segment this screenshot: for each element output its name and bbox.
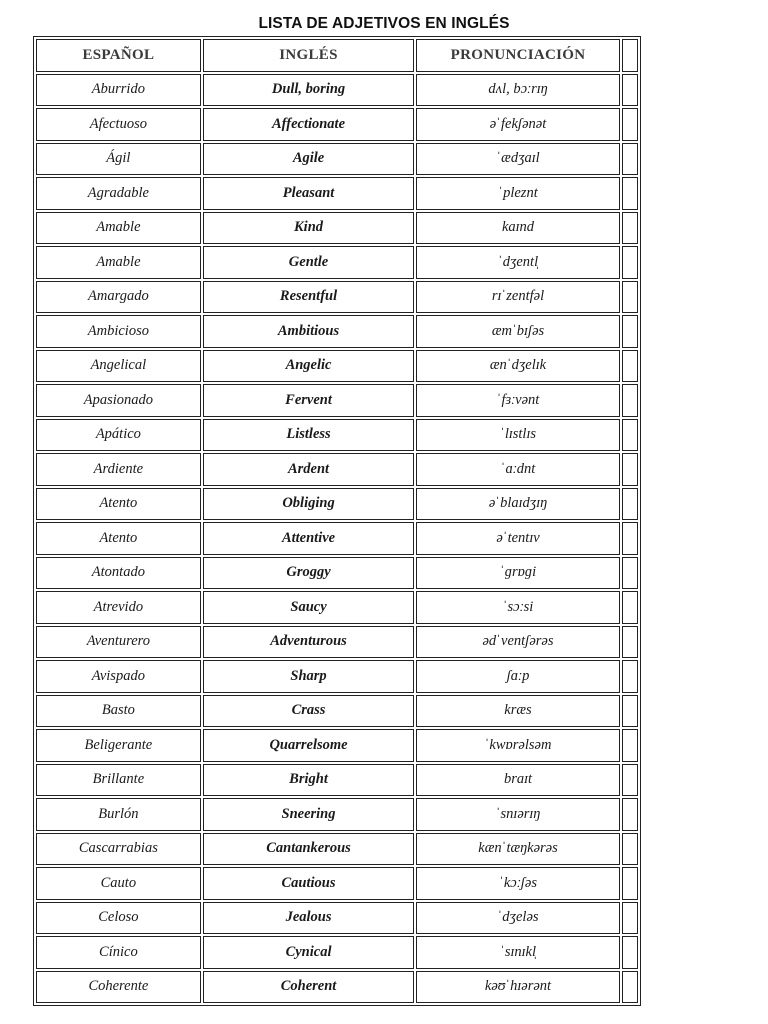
adjectives-table	[33, 36, 641, 1006]
table-row	[36, 591, 638, 624]
table-row	[36, 453, 638, 486]
spanish-word-cell: Atento	[36, 488, 201, 521]
pronunciation-cell: kaɪnd	[416, 212, 619, 245]
blank-cell	[622, 695, 638, 728]
spanish-word-cell: Amable	[36, 212, 201, 245]
spanish-word-cell: Angelical	[36, 350, 201, 383]
spanish-word-cell: Aburrido	[36, 74, 201, 107]
english-word-cell: Resentful	[203, 281, 415, 314]
english-word-cell: Attentive	[203, 522, 415, 555]
blank-cell	[622, 246, 638, 279]
english-word-cell: Ambitious	[203, 315, 415, 348]
pronunciation-cell: ədˈventʃərəs	[416, 626, 619, 659]
spanish-word-cell: Apático	[36, 419, 201, 452]
spanish-word-cell: Avispado	[36, 660, 201, 693]
pronunciation-cell: ˈædʒaɪl	[416, 143, 619, 176]
english-word-cell: Sneering	[203, 798, 415, 831]
pronunciation-cell: kræs	[416, 695, 619, 728]
blank-cell	[622, 936, 638, 969]
table-row	[36, 729, 638, 762]
spanish-word-cell: Ambicioso	[36, 315, 201, 348]
spanish-word-cell: Cauto	[36, 867, 201, 900]
pronunciation-cell: braɪt	[416, 764, 619, 797]
spanish-word-cell: Apasionado	[36, 384, 201, 417]
pronunciation-cell: ˈkɔːʃəs	[416, 867, 619, 900]
pronunciation-cell: kəʊˈhɪərənt	[416, 971, 619, 1004]
pronunciation-cell: ænˈdʒelɪk	[416, 350, 619, 383]
spanish-word-cell: Agradable	[36, 177, 201, 210]
blank-cell	[622, 212, 638, 245]
table-row	[36, 143, 638, 176]
english-word-cell: Listless	[203, 419, 415, 452]
blank-cell	[622, 384, 638, 417]
blank-cell	[622, 177, 638, 210]
blank-cell	[622, 902, 638, 935]
spanish-word-cell: Ardiente	[36, 453, 201, 486]
blank-cell	[622, 419, 638, 452]
table-row	[36, 764, 638, 797]
english-word-cell: Cantankerous	[203, 833, 415, 866]
blank-cell	[622, 315, 638, 348]
table-row	[36, 384, 638, 417]
pronunciation-cell: ˈfɜːvənt	[416, 384, 619, 417]
english-word-cell: Quarrelsome	[203, 729, 415, 762]
pronunciation-cell: əˈblaɪdʒɪŋ	[416, 488, 619, 521]
pronunciation-cell: ˈsɪnɪkl̩	[416, 936, 619, 969]
pronunciation-cell: ˈpleznt	[416, 177, 619, 210]
table-row	[36, 419, 638, 452]
table-row	[36, 177, 638, 210]
blank-cell	[622, 971, 638, 1004]
english-word-cell: Kind	[203, 212, 415, 245]
pronunciation-cell: əˈfekʃənət	[416, 108, 619, 141]
blank-cell	[622, 74, 638, 107]
blank-cell	[622, 833, 638, 866]
blank-cell	[622, 729, 638, 762]
pronunciation-cell: ˈsnɪərɪŋ	[416, 798, 619, 831]
english-word-cell: Cynical	[203, 936, 415, 969]
blank-cell	[622, 108, 638, 141]
table-row	[36, 695, 638, 728]
header-spanish: ESPAÑOL	[36, 39, 201, 72]
blank-cell	[622, 143, 638, 176]
blank-cell	[622, 798, 638, 831]
english-word-cell: Jealous	[203, 902, 415, 935]
english-word-cell: Dull, boring	[203, 74, 415, 107]
blank-cell	[622, 522, 638, 555]
spanish-word-cell: Amargado	[36, 281, 201, 314]
pronunciation-cell: ˈɡrɒɡi	[416, 557, 619, 590]
table-row	[36, 557, 638, 590]
pronunciation-cell: ˈdʒeləs	[416, 902, 619, 935]
table-row	[36, 315, 638, 348]
spanish-word-cell: Burlón	[36, 798, 201, 831]
spanish-word-cell: Cínico	[36, 936, 201, 969]
spanish-word-cell: Celoso	[36, 902, 201, 935]
header-pronunciation: PRONUNCIACIÓN	[416, 39, 619, 72]
pronunciation-cell: ˈsɔːsi	[416, 591, 619, 624]
table-row	[36, 74, 638, 107]
english-word-cell: Agile	[203, 143, 415, 176]
pronunciation-cell: kænˈtæŋkərəs	[416, 833, 619, 866]
english-word-cell: Obliging	[203, 488, 415, 521]
table-row	[36, 971, 638, 1004]
table-row	[36, 281, 638, 314]
document-title: LISTA DE ADJETIVOS EN INGLÉS	[258, 15, 510, 32]
spanish-word-cell: Cascarrabias	[36, 833, 201, 866]
english-word-cell: Gentle	[203, 246, 415, 279]
english-word-cell: Saucy	[203, 591, 415, 624]
blank-cell	[622, 660, 638, 693]
english-word-cell: Ardent	[203, 453, 415, 486]
table-row	[36, 522, 638, 555]
table-row	[36, 626, 638, 659]
table-row	[36, 867, 638, 900]
table-row	[36, 246, 638, 279]
spanish-word-cell: Amable	[36, 246, 201, 279]
blank-cell	[622, 867, 638, 900]
header-english: INGLÉS	[203, 39, 415, 72]
pronunciation-cell: ˈdʒentl̩	[416, 246, 619, 279]
table-header-row	[36, 39, 638, 72]
spanish-word-cell: Beligerante	[36, 729, 201, 762]
english-word-cell: Cautious	[203, 867, 415, 900]
english-word-cell: Pleasant	[203, 177, 415, 210]
pronunciation-cell: ʃɑːp	[416, 660, 619, 693]
english-word-cell: Crass	[203, 695, 415, 728]
table-row	[36, 936, 638, 969]
blank-cell	[622, 453, 638, 486]
blank-cell	[622, 488, 638, 521]
english-word-cell: Groggy	[203, 557, 415, 590]
english-word-cell: Sharp	[203, 660, 415, 693]
spanish-word-cell: Atrevido	[36, 591, 201, 624]
english-word-cell: Coherent	[203, 971, 415, 1004]
table-row	[36, 212, 638, 245]
spanish-word-cell: Atento	[36, 522, 201, 555]
english-word-cell: Fervent	[203, 384, 415, 417]
blank-cell	[622, 591, 638, 624]
spanish-word-cell: Coherente	[36, 971, 201, 1004]
english-word-cell: Angelic	[203, 350, 415, 383]
pronunciation-cell: əˈtentɪv	[416, 522, 619, 555]
spanish-word-cell: Aventurero	[36, 626, 201, 659]
pronunciation-cell: ˈlɪstlɪs	[416, 419, 619, 452]
blank-cell	[622, 764, 638, 797]
spanish-word-cell: Atontado	[36, 557, 201, 590]
blank-cell	[622, 626, 638, 659]
pronunciation-cell: ˈɑːdnt	[416, 453, 619, 486]
table-row	[36, 833, 638, 866]
table-row	[36, 902, 638, 935]
table-row	[36, 798, 638, 831]
blank-cell	[622, 281, 638, 314]
english-word-cell: Adventurous	[203, 626, 415, 659]
table-row	[36, 108, 638, 141]
blank-cell	[622, 557, 638, 590]
pronunciation-cell: ˈkwɒrəlsəm	[416, 729, 619, 762]
pronunciation-cell: rɪˈzentfəl	[416, 281, 619, 314]
table-row	[36, 660, 638, 693]
spanish-word-cell: Ágil	[36, 143, 201, 176]
spanish-word-cell: Brillante	[36, 764, 201, 797]
spanish-word-cell: Basto	[36, 695, 201, 728]
table-row	[36, 350, 638, 383]
table-body	[36, 74, 638, 1004]
english-word-cell: Bright	[203, 764, 415, 797]
english-word-cell: Affectionate	[203, 108, 415, 141]
header-blank-cell	[622, 39, 638, 72]
spanish-word-cell: Afectuoso	[36, 108, 201, 141]
pronunciation-cell: æmˈbɪʃəs	[416, 315, 619, 348]
table-row	[36, 488, 638, 521]
blank-cell	[622, 350, 638, 383]
pronunciation-cell: dʌl, bɔːrɪŋ	[416, 74, 619, 107]
